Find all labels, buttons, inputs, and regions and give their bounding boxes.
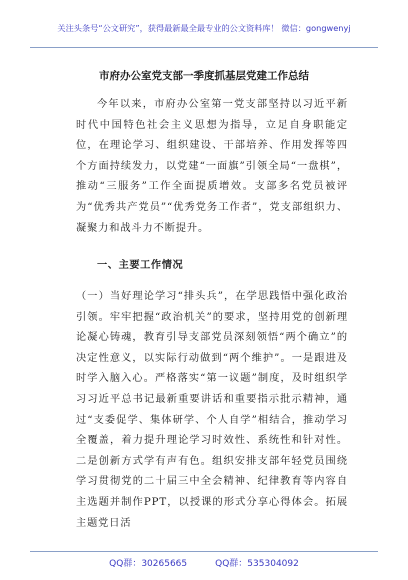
document-title: 市府办公室党支部一季度抓基层党建工作总结 [99,70,309,82]
intro-paragraph: 今年以来，市府办公室第一党支部坚持以习近平新时代中国特色社会主义思想为指导，立足自身职能定位，在理论学习、组织建设、干部培养、作用发挥等四个方面持续发力，以党建“一面旗”引领全局“一盘棋”，推动“三服务”工作全面提质增效。支部多名党员被评为“优秀共产党员”“优秀党务工作者”，党支部组织力、凝聚力和战斗力不断提升。 [76,99,348,234]
page-footer [30,556,378,569]
footer-qq-group: QQ群：30265665 [109,559,188,569]
section-heading: 一、主要工作情况 [97,260,184,271]
page-header-banner: 关注头条号“公文研究”，获得最新最全最专业的公文资料库！ 微信：gongwenyj [57,23,351,33]
footer-qq-group-2: QQ群：535304092 [215,559,299,569]
header-divider [30,47,378,48]
footer-divider [30,551,378,552]
section-paragraph: （一）当好理论学习“排头兵”，在学思践悟中强化政治引领。牢牢把握“政治机关”的要求，坚持用党的创新理论凝心铸魂，教育引导支部党员深刻领悟“两个确立”的决定性意义，以实际行动做到“两个维护”。一是跟进及时学入脑入心。严格落实“第一议题”制度，及时组织学习习近平总书记最新重要讲话和重要指示批示精神，通过“支委促学、集体研学、个人自学”相结合，推动学习全覆盖，着力提升理论学习时效性、系统性和针对性。二是创新方式学有声有色。组织安排支部年轻党员围绕学习贯彻党的二十届三中全会精神、纪律教育等内容自主选题并制作PPT，以授课的形式分享心得体会。拓展主题党日活 [76,291,348,529]
